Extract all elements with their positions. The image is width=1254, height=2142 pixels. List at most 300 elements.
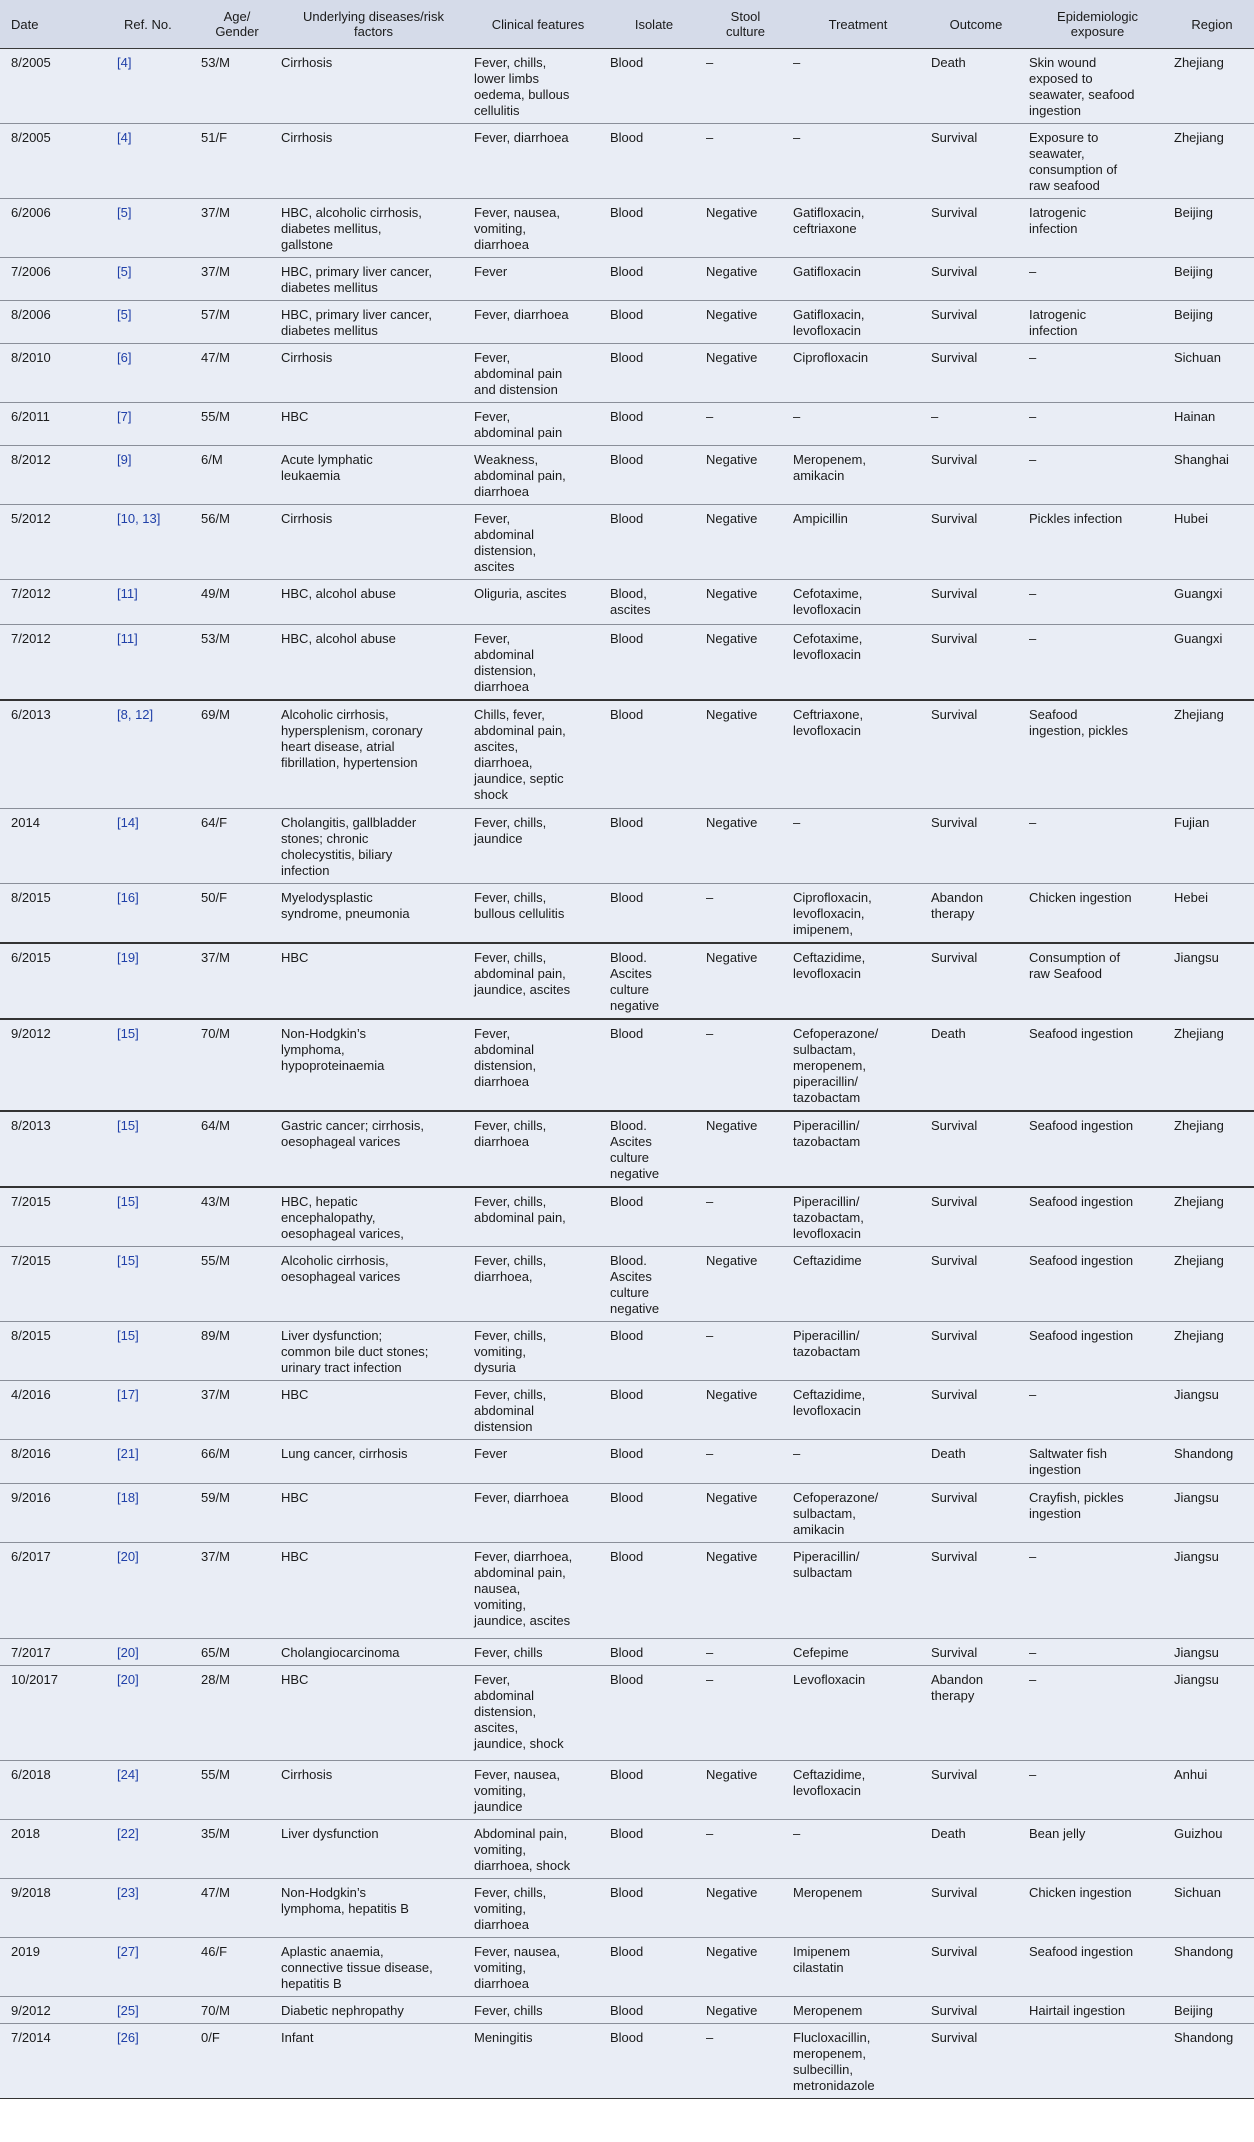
ref-cell [113, 505, 197, 580]
reference-link[interactable]: [24] [117, 1766, 139, 1782]
reference-link[interactable]: [6] [117, 350, 132, 365]
reference-link[interactable]: [15] [117, 1327, 139, 1343]
ref-cell [113, 1483, 197, 1542]
isolate-cell: Blood [606, 700, 702, 808]
clinical-features-cell: Fever, nausea, vomiting, jaundice [470, 1760, 606, 1819]
date-cell: 2019 [0, 1937, 113, 1996]
reference-link[interactable]: [15] [117, 1025, 139, 1041]
underlying-diseases-cell: Non-Hodgkin’s lymphoma, hepatitis B [277, 1878, 470, 1937]
underlying-diseases-cell: Cirrhosis [277, 344, 470, 403]
underlying-diseases-cell: HBC, alcohol abuse [277, 625, 470, 701]
date-cell: 8/2015 [0, 883, 113, 943]
age-gender-cell: 57/M [197, 301, 277, 344]
outcome-cell: Death [927, 1439, 1025, 1483]
region-cell: Hebei [1170, 883, 1254, 943]
underlying-diseases-cell: Cholangitis, gallbladder stones; chronic cholecystitis, biliary infection [277, 808, 470, 883]
isolate-cell: Blood [606, 124, 702, 199]
reference-link[interactable]: [5] [117, 307, 132, 322]
clinical-features-cell: Fever, chills, abdominal pain, [470, 1187, 606, 1247]
reference-link[interactable]: [20] [117, 1644, 139, 1660]
date-cell: 2018 [0, 1819, 113, 1878]
clinical-features-cell: Fever, chills, jaundice [470, 808, 606, 883]
reference-link[interactable]: [4] [117, 55, 132, 70]
outcome-cell: Abandon therapy [927, 1665, 1025, 1760]
ref-cell [113, 1380, 197, 1439]
age-gender-cell: 37/M [197, 1380, 277, 1439]
isolate-cell: Blood. Ascites culture negative [606, 1111, 702, 1187]
isolate-cell: Blood [606, 258, 702, 301]
outcome-cell: Survival [927, 1878, 1025, 1937]
outcome-cell: Survival [927, 258, 1025, 301]
reference-link[interactable]: [15] [117, 1252, 139, 1268]
underlying-diseases-cell: HBC [277, 1665, 470, 1760]
region-cell: Zhejiang [1170, 1246, 1254, 1321]
table-row [0, 700, 1254, 808]
stool-culture-cell: Negative [702, 344, 789, 403]
region-cell: Jiangsu [1170, 1542, 1254, 1638]
region-cell: Fujian [1170, 808, 1254, 883]
ref-cell [113, 1638, 197, 1665]
region-cell: Guangxi [1170, 580, 1254, 625]
reference-link[interactable]: [9] [117, 452, 132, 467]
isolate-cell: Blood [606, 1380, 702, 1439]
treatment-cell: Levofloxacin [789, 1665, 927, 1760]
ref-cell [113, 943, 197, 1019]
reference-link[interactable]: [23] [117, 1884, 139, 1900]
reference-link[interactable]: [20] [117, 1671, 139, 1687]
date-cell: 7/2015 [0, 1187, 113, 1247]
stool-culture-cell: – [702, 1187, 789, 1247]
region-cell: Guizhou [1170, 1819, 1254, 1878]
region-cell: Jiangsu [1170, 1483, 1254, 1542]
stool-culture-cell: – [702, 124, 789, 199]
stool-culture-cell: Negative [702, 1937, 789, 1996]
outcome-cell: Survival [927, 1187, 1025, 1247]
outcome-cell: Survival [927, 1111, 1025, 1187]
exposure-cell: Seafood ingestion [1025, 1187, 1170, 1247]
exposure-cell: – [1025, 1665, 1170, 1760]
clinical-features-cell: Fever, diarrhoea [470, 124, 606, 199]
ref-cell [113, 1111, 197, 1187]
treatment-cell: Gatifloxacin, ceftriaxone [789, 199, 927, 258]
treatment-cell: Cefoperazone/ sulbactam, meropenem, piperacillin/ tazobactam [789, 1019, 927, 1111]
clinical-features-cell: Fever, chills, lower limbs oedema, bullous cellulitis [470, 49, 606, 124]
outcome-cell: Survival [927, 344, 1025, 403]
clinical-features-cell: Fever, abdominal pain [470, 403, 606, 446]
ref-cell [113, 1665, 197, 1760]
table-row [0, 625, 1254, 701]
ref-cell [113, 1321, 197, 1380]
isolate-cell: Blood [606, 1760, 702, 1819]
clinical-features-cell: Weakness, abdominal pain, diarrhoea [470, 446, 606, 505]
isolate-cell: Blood [606, 1819, 702, 1878]
table-row [0, 301, 1254, 344]
reference-link[interactable]: [17] [117, 1386, 139, 1402]
header-clinical-features: Clinical features [470, 0, 606, 49]
ref-cell [113, 49, 197, 124]
underlying-diseases-cell: Diabetic nephropathy [277, 1996, 470, 2023]
age-gender-cell: 55/M [197, 1760, 277, 1819]
reference-link[interactable]: [7] [117, 409, 132, 424]
isolate-cell: Blood [606, 344, 702, 403]
underlying-diseases-cell: Alcoholic cirrhosis, hypersplenism, coronary heart disease, atrial fibrillation, hypertension [277, 700, 470, 808]
exposure-cell: Hairtail ingestion [1025, 1996, 1170, 2023]
table-header [0, 0, 1254, 49]
reference-link[interactable]: [8, 12] [117, 707, 154, 722]
outcome-cell: Survival [927, 625, 1025, 701]
age-gender-cell: 46/F [197, 1937, 277, 1996]
date-cell: 9/2012 [0, 1019, 113, 1111]
outcome-cell: Survival [927, 580, 1025, 625]
isolate-cell: Blood [606, 1878, 702, 1937]
outcome-cell: Survival [927, 1638, 1025, 1665]
age-gender-cell: 53/M [197, 49, 277, 124]
table-row [0, 49, 1254, 124]
region-cell: Hubei [1170, 505, 1254, 580]
exposure-cell: – [1025, 258, 1170, 301]
outcome-cell: Survival [927, 1760, 1025, 1819]
age-gender-cell: 51/F [197, 124, 277, 199]
region-cell: Zhejiang [1170, 49, 1254, 124]
stool-culture-cell: Negative [702, 808, 789, 883]
table-body [0, 49, 1254, 2099]
outcome-cell: Death [927, 1819, 1025, 1878]
ref-cell [113, 1996, 197, 2023]
table-row [0, 258, 1254, 301]
date-cell: 8/2006 [0, 301, 113, 344]
reference-link[interactable]: [25] [117, 2002, 139, 2018]
ref-cell [113, 808, 197, 883]
ref-cell [113, 883, 197, 943]
clinical-features-cell: Fever, abdominal distension, diarrhoea [470, 1019, 606, 1111]
treatment-cell: Cefepime [789, 1638, 927, 1665]
date-cell: 7/2012 [0, 580, 113, 625]
exposure-cell: Consumption of raw Seafood [1025, 943, 1170, 1019]
age-gender-cell: 37/M [197, 943, 277, 1019]
region-cell: Shandong [1170, 1937, 1254, 1996]
clinical-features-cell: Fever, abdominal distension, ascites, jaundice, shock [470, 1665, 606, 1760]
stool-culture-cell: Negative [702, 1483, 789, 1542]
table-row [0, 1878, 1254, 1937]
reference-link[interactable]: [20] [117, 1548, 139, 1564]
treatment-cell: Ciprofloxacin [789, 344, 927, 403]
treatment-cell: Gatifloxacin [789, 258, 927, 301]
treatment-cell: Cefoperazone/ sulbactam, amikacin [789, 1483, 927, 1542]
outcome-cell: Survival [927, 808, 1025, 883]
table-row [0, 1760, 1254, 1819]
isolate-cell: Blood [606, 199, 702, 258]
underlying-diseases-cell: HBC, alcohol abuse [277, 580, 470, 625]
clinical-features-cell: Fever, chills, diarrhoea [470, 1111, 606, 1187]
date-cell: 8/2005 [0, 124, 113, 199]
exposure-cell: Iatrogenic infection [1025, 199, 1170, 258]
isolate-cell: Blood [606, 403, 702, 446]
region-cell: Shanghai [1170, 446, 1254, 505]
underlying-diseases-cell: Cholangiocarcinoma [277, 1638, 470, 1665]
isolate-cell: Blood [606, 1638, 702, 1665]
outcome-cell: Death [927, 49, 1025, 124]
age-gender-cell: 28/M [197, 1665, 277, 1760]
treatment-cell: Piperacillin/ sulbactam [789, 1542, 927, 1638]
table-row [0, 1439, 1254, 1483]
date-cell: 6/2013 [0, 700, 113, 808]
date-cell: 2014 [0, 808, 113, 883]
region-cell: Sichuan [1170, 1878, 1254, 1937]
ref-cell [113, 446, 197, 505]
table-row [0, 1019, 1254, 1111]
exposure-cell: Seafood ingestion [1025, 1321, 1170, 1380]
reference-link[interactable]: [5] [117, 264, 132, 279]
underlying-diseases-cell: HBC, primary liver cancer, diabetes mellitus [277, 258, 470, 301]
exposure-cell: – [1025, 446, 1170, 505]
underlying-diseases-cell: Liver dysfunction; common bile duct stones; urinary tract infection [277, 1321, 470, 1380]
isolate-cell: Blood [606, 1439, 702, 1483]
treatment-cell: Ceftazidime [789, 1246, 927, 1321]
table-row [0, 1246, 1254, 1321]
underlying-diseases-cell: Infant [277, 2023, 470, 2098]
reference-link[interactable]: [16] [117, 889, 139, 905]
region-cell: Zhejiang [1170, 124, 1254, 199]
reference-link[interactable]: [26] [117, 2029, 139, 2045]
treatment-cell: Ceftriaxone, levofloxacin [789, 700, 927, 808]
reference-link[interactable]: [10, 13] [117, 511, 161, 526]
age-gender-cell: 65/M [197, 1638, 277, 1665]
treatment-cell: Flucloxacillin, meropenem, sulbecillin, metronidazole [789, 2023, 927, 2098]
isolate-cell: Blood [606, 1937, 702, 1996]
clinical-features-cell: Fever [470, 1439, 606, 1483]
reference-link[interactable]: [5] [117, 205, 132, 220]
isolate-cell: Blood [606, 446, 702, 505]
exposure-cell: Crayfish, pickles ingestion [1025, 1483, 1170, 1542]
exposure-cell: – [1025, 403, 1170, 446]
age-gender-cell: 37/M [197, 199, 277, 258]
underlying-diseases-cell: HBC [277, 1483, 470, 1542]
date-cell: 9/2012 [0, 1996, 113, 2023]
isolate-cell: Blood [606, 625, 702, 701]
treatment-cell: – [789, 49, 927, 124]
clinical-features-cell: Fever, chills, abdominal pain, jaundice, ascites [470, 943, 606, 1019]
table-row [0, 1321, 1254, 1380]
table-row [0, 1819, 1254, 1878]
date-cell: 6/2006 [0, 199, 113, 258]
treatment-cell: Ceftazidime, levofloxacin [789, 1760, 927, 1819]
stool-culture-cell: Negative [702, 625, 789, 701]
outcome-cell: Survival [927, 1542, 1025, 1638]
stool-culture-cell: Negative [702, 1542, 789, 1638]
age-gender-cell: 70/M [197, 1019, 277, 1111]
stool-culture-cell: Negative [702, 1111, 789, 1187]
reference-link[interactable]: [11] [117, 631, 138, 646]
ref-cell [113, 258, 197, 301]
isolate-cell: Blood [606, 883, 702, 943]
stool-culture-cell: Negative [702, 505, 789, 580]
region-cell: Shandong [1170, 1439, 1254, 1483]
reference-link[interactable]: [21] [117, 1445, 139, 1461]
region-cell: Zhejiang [1170, 700, 1254, 808]
stool-culture-cell: – [702, 49, 789, 124]
date-cell: 5/2012 [0, 505, 113, 580]
region-cell: Jiangsu [1170, 1638, 1254, 1665]
treatment-cell: Piperacillin/ tazobactam, levofloxacin [789, 1187, 927, 1247]
stool-culture-cell: Negative [702, 1996, 789, 2023]
treatment-cell: – [789, 808, 927, 883]
ref-cell [113, 301, 197, 344]
stool-culture-cell: Negative [702, 301, 789, 344]
table-row [0, 1937, 1254, 1996]
clinical-features-cell: Fever, nausea, vomiting, diarrhoea [470, 1937, 606, 1996]
clinical-features-cell: Meningitis [470, 2023, 606, 2098]
reference-link[interactable]: [27] [117, 1943, 139, 1959]
table-row [0, 2023, 1254, 2098]
isolate-cell: Blood [606, 49, 702, 124]
stool-culture-cell: – [702, 1819, 789, 1878]
table-row [0, 505, 1254, 580]
table-row [0, 808, 1254, 883]
stool-culture-cell: Negative [702, 446, 789, 505]
stool-culture-cell: – [702, 1665, 789, 1760]
underlying-diseases-cell: HBC [277, 1542, 470, 1638]
date-cell: 10/2017 [0, 1665, 113, 1760]
table-row [0, 1665, 1254, 1760]
age-gender-cell: 49/M [197, 580, 277, 625]
ref-cell [113, 700, 197, 808]
region-cell: Beijing [1170, 301, 1254, 344]
exposure-cell: – [1025, 1760, 1170, 1819]
exposure-cell: Bean jelly [1025, 1819, 1170, 1878]
date-cell: 8/2012 [0, 446, 113, 505]
exposure-cell: – [1025, 625, 1170, 701]
ref-cell [113, 1439, 197, 1483]
underlying-diseases-cell: Liver dysfunction [277, 1819, 470, 1878]
stool-culture-cell: – [702, 883, 789, 943]
exposure-cell: Seafood ingestion [1025, 1019, 1170, 1111]
table-row [0, 1996, 1254, 2023]
underlying-diseases-cell: Non-Hodgkin’s lymphoma, hypoproteinaemia [277, 1019, 470, 1111]
reference-link[interactable]: [22] [117, 1825, 139, 1841]
treatment-cell: Gatifloxacin, levofloxacin [789, 301, 927, 344]
exposure-cell: Skin wound exposed to seawater, seafood ingestion [1025, 49, 1170, 124]
ref-cell [113, 1019, 197, 1111]
region-cell: Beijing [1170, 258, 1254, 301]
region-cell: Zhejiang [1170, 1321, 1254, 1380]
stool-culture-cell: – [702, 1321, 789, 1380]
treatment-cell: Meropenem, amikacin [789, 446, 927, 505]
reference-link[interactable]: [15] [117, 1193, 139, 1209]
region-cell: Anhui [1170, 1760, 1254, 1819]
isolate-cell: Blood [606, 1996, 702, 2023]
ref-cell [113, 1760, 197, 1819]
date-cell: 7/2012 [0, 625, 113, 701]
clinical-features-cell: Fever, diarrhoea [470, 1483, 606, 1542]
treatment-cell: Ampicillin [789, 505, 927, 580]
age-gender-cell: 35/M [197, 1819, 277, 1878]
table-row [0, 1187, 1254, 1247]
isolate-cell: Blood [606, 505, 702, 580]
age-gender-cell: 55/M [197, 1246, 277, 1321]
ref-cell [113, 625, 197, 701]
reference-link[interactable]: [19] [117, 949, 139, 965]
ref-cell [113, 403, 197, 446]
exposure-cell: Pickles infection [1025, 505, 1170, 580]
treatment-cell: Cefotaxime, levofloxacin [789, 625, 927, 701]
treatment-cell: Ciprofloxacin, levofloxacin, imipenem, [789, 883, 927, 943]
treatment-cell: – [789, 1439, 927, 1483]
ref-cell [113, 2023, 197, 2098]
reference-link[interactable]: [15] [117, 1117, 139, 1133]
date-cell: 7/2006 [0, 258, 113, 301]
isolate-cell: Blood [606, 1019, 702, 1111]
clinical-features-cell: Fever, abdominal distension, ascites [470, 505, 606, 580]
date-cell: 8/2005 [0, 49, 113, 124]
treatment-cell: Piperacillin/ tazobactam [789, 1111, 927, 1187]
region-cell: Beijing [1170, 1996, 1254, 2023]
region-cell: Sichuan [1170, 344, 1254, 403]
underlying-diseases-cell: Lung cancer, cirrhosis [277, 1439, 470, 1483]
clinical-features-cell: Fever [470, 258, 606, 301]
outcome-cell: Survival [927, 943, 1025, 1019]
table-row [0, 199, 1254, 258]
underlying-diseases-cell: HBC [277, 403, 470, 446]
header-stool-culture: Stool culture [702, 0, 789, 49]
underlying-diseases-cell: Aplastic anaemia, connective tissue disease, hepatitis B [277, 1937, 470, 1996]
age-gender-cell: 69/M [197, 700, 277, 808]
exposure-cell: Seafood ingestion [1025, 1111, 1170, 1187]
outcome-cell: Survival [927, 1996, 1025, 2023]
treatment-cell: Meropenem [789, 1996, 927, 2023]
table-row [0, 580, 1254, 625]
exposure-cell: – [1025, 1380, 1170, 1439]
header-epidemiologic-exposure: Epidemiologic exposure [1025, 0, 1170, 49]
age-gender-cell: 37/M [197, 1542, 277, 1638]
treatment-cell: Piperacillin/ tazobactam [789, 1321, 927, 1380]
date-cell: 4/2016 [0, 1380, 113, 1439]
outcome-cell: Abandon therapy [927, 883, 1025, 943]
reference-link[interactable]: [18] [117, 1489, 139, 1505]
date-cell: 8/2015 [0, 1321, 113, 1380]
underlying-diseases-cell: Cirrhosis [277, 1760, 470, 1819]
stool-culture-cell: Negative [702, 1380, 789, 1439]
ref-cell [113, 1187, 197, 1247]
reference-link[interactable]: [4] [117, 130, 132, 145]
outcome-cell: Survival [927, 1380, 1025, 1439]
age-gender-cell: 50/F [197, 883, 277, 943]
region-cell: Zhejiang [1170, 1111, 1254, 1187]
date-cell: 7/2017 [0, 1638, 113, 1665]
clinical-features-cell: Chills, fever, abdominal pain, ascites, diarrhoea, jaundice, septic shock [470, 700, 606, 808]
underlying-diseases-cell: Acute lymphatic leukaemia [277, 446, 470, 505]
ref-cell [113, 1246, 197, 1321]
reference-link[interactable]: [14] [117, 814, 139, 830]
outcome-cell: Survival [927, 1483, 1025, 1542]
treatment-cell: Meropenem [789, 1878, 927, 1937]
underlying-diseases-cell: Cirrhosis [277, 505, 470, 580]
table-row [0, 1483, 1254, 1542]
stool-culture-cell: Negative [702, 199, 789, 258]
header-isolate: Isolate [606, 0, 702, 49]
age-gender-cell: 59/M [197, 1483, 277, 1542]
age-gender-cell: 70/M [197, 1996, 277, 2023]
stool-culture-cell: Negative [702, 1246, 789, 1321]
exposure-cell: Chicken ingestion [1025, 1878, 1170, 1937]
underlying-diseases-cell: HBC, primary liver cancer, diabetes mellitus [277, 301, 470, 344]
date-cell: 7/2014 [0, 2023, 113, 2098]
clinical-features-cell: Fever, chills, vomiting, dysuria [470, 1321, 606, 1380]
reference-link[interactable]: [11] [117, 586, 138, 601]
stool-culture-cell: Negative [702, 258, 789, 301]
age-gender-cell: 56/M [197, 505, 277, 580]
outcome-cell: Survival [927, 1246, 1025, 1321]
date-cell: 9/2016 [0, 1483, 113, 1542]
